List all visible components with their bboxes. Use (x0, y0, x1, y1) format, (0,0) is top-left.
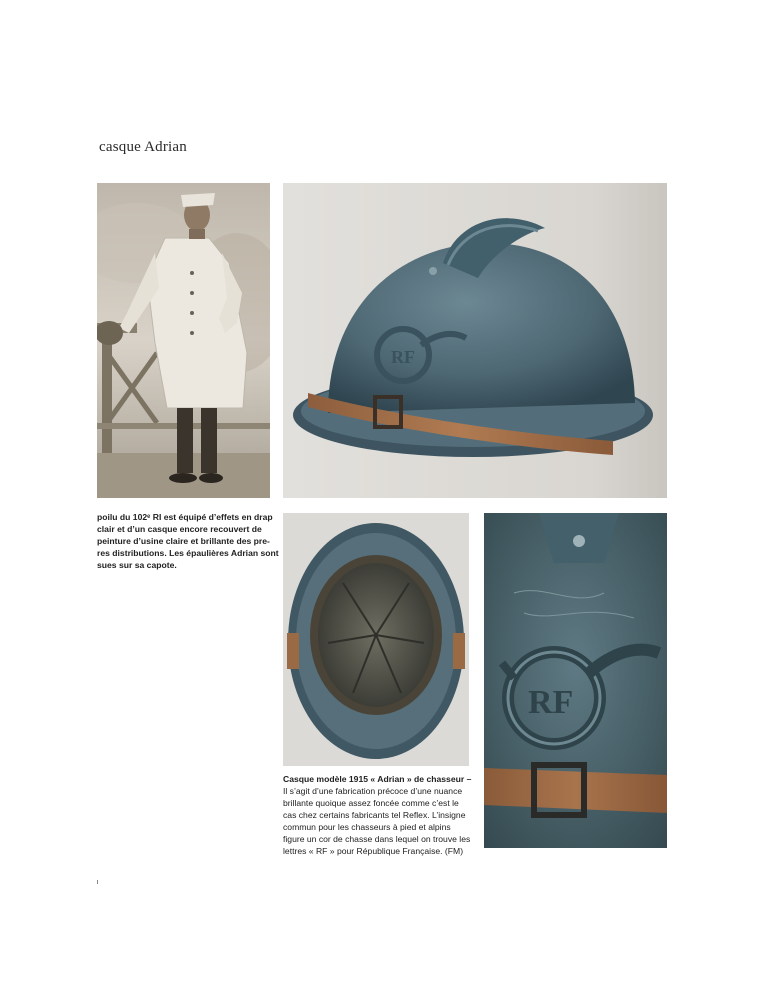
caption-line: commun pour les chasseurs à pied et alpins (283, 822, 451, 832)
soldier-portrait-photo (97, 183, 270, 498)
section-title: casque Adrian (99, 139, 187, 155)
insignia-closeup-photo (484, 513, 667, 848)
insignia-closeup-text: RF (528, 684, 574, 721)
page-mark (97, 880, 98, 884)
caption-line: Il s’agit d’une fabrication précoce d’une nuance (283, 786, 463, 796)
helmet-side-insignia-text: RF (391, 347, 415, 367)
caption-line: res distributions. Les épaulières Adrian sont (97, 548, 279, 558)
caption-line: cas chez certains fabricants tel Reflex. L’insigne (283, 810, 466, 820)
helmet-photo-caption (283, 773, 473, 857)
caption-line: peinture d’usine claire et brillante des pre- (97, 536, 270, 546)
caption-line: poilu du 102ᵉ RI est équipé d’effets en drap (97, 512, 273, 522)
caption-line: figure un cor de chasse dans lequel on trouve les (283, 834, 471, 844)
caption-title: Casque modèle 1915 « Adrian » de chasseur – (283, 774, 472, 784)
soldier-photo-caption (97, 511, 279, 571)
caption-line: brillante quoique assez foncée comme c’est le (283, 798, 459, 808)
caption-line: lettres « RF » pour République Française. (FM) (283, 846, 464, 856)
caption-line: sues sur sa capote. (97, 560, 177, 570)
helmet-side-view-photo (283, 183, 667, 498)
helmet-inside-view-photo (283, 513, 469, 766)
caption-line: clair et d’un casque encore recouvert de (97, 524, 262, 534)
